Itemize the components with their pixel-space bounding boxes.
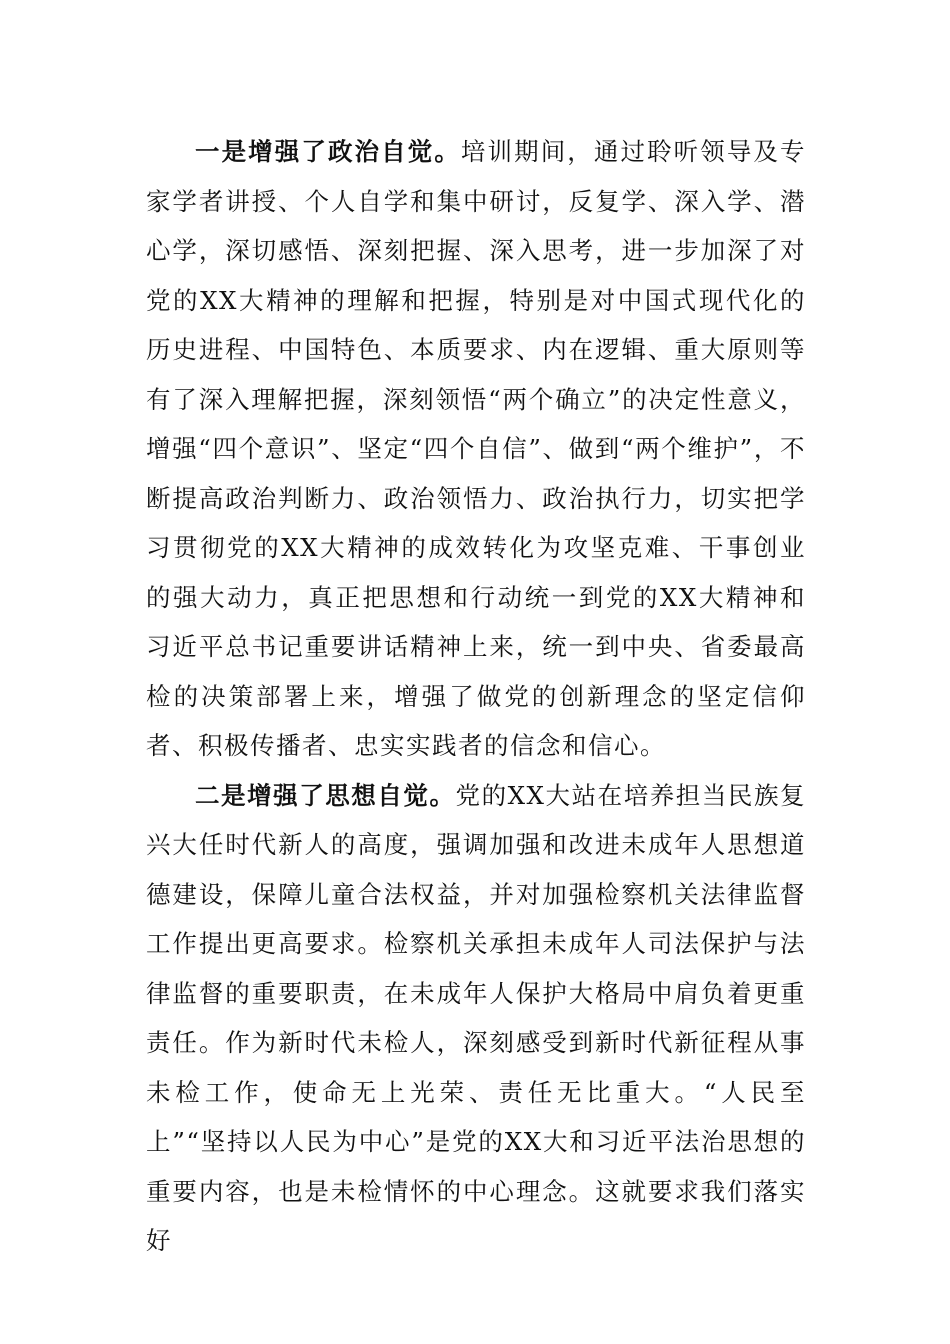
- paragraph-text: 党的XX大站在培养担当民族复兴大任时代新人的高度，强调加强和改进未成年人思想道德建设，保障儿童合法权益，并对加强检察机关法律监督工作提出更高要求。检察机关承担未成年人司法保护与法律监督的重要职责，在未成年人保护大格局中肩负着更重责任。作为新时代未检人，深刻感受到新时代新征程从事未检工作，使命无上光荣、责任无比重大。“人民至上”“坚持以人民为中心”是党的XX大和习近平法治思想的重要内容，也是未检情怀的中心理念。这就要求我们落实好: [146, 780, 807, 1255]
- paragraph-lead: 一是增强了政治自觉。: [195, 137, 461, 166]
- paragraph-lead: 二是增强了思想自觉。: [195, 780, 456, 810]
- paragraph-political-awareness: [146, 127, 806, 771]
- paragraph-text: 培训期间，通过聆听领导及专家学者讲授、个人自学和集中研讨，反复学、深入学、潜心学，深切感悟、深刻把握、深入思考，进一步加深了对党的XX大精神的理解和把握，特别是对中国式现代化的历史进程、中国特色、本质要求、内在逻辑、重大原则等有了深入理解把握，深刻领悟“两个确立”的决定性意义，增强“四个意识”、坚定“四个自信”、做到“两个维护”，不断提高政治判断力、政治领悟力、政治执行力，切实把学习贯彻党的XX大精神的成效转化为攻坚克难、干事创业的强大动力，真正把思想和行动统一到党的XX大精神和习近平总书记重要讲话精神上来，统一到中央、省委最高检的决策部署上来，增强了做党的创新理念的坚定信仰者、积极传播者、忠实实践者的信念和信心。: [146, 137, 807, 760]
- document-body: [146, 127, 806, 1266]
- paragraph-ideological-awareness: [146, 771, 806, 1266]
